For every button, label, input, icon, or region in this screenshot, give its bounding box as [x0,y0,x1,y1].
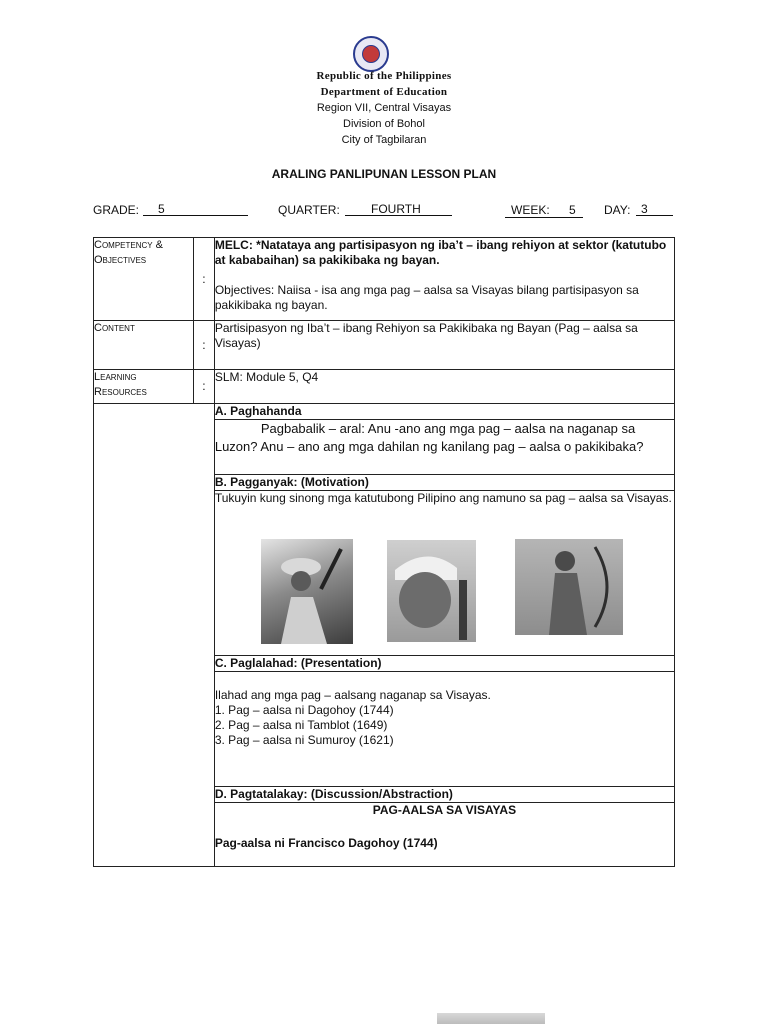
resources-label-cell [94,370,194,404]
city-line: City of Tagbilaran [341,134,427,146]
section-d-title: D. Pagtatalakay: (Discussion/Abstraction) [214,787,674,803]
section-a-title-row [94,404,675,420]
competency-label: Competency & [94,239,164,251]
day-value: 3 [636,202,673,216]
colon: : [193,238,214,321]
competency-label-cell [94,238,194,321]
section-b-text: Tukuyin kung sinong mga katutubong Pilipino ang namuno sa pag – aalsa sa Visayas. [214,491,672,505]
procedure-left-cell [94,404,215,867]
objectives-label: Objectives [94,254,147,266]
grade-label: GRADE: [93,203,140,217]
melc-text: MELC: *Natataya ang partisipasyon ng iba’t – ibang rehiyon at sektor (katutubo at kababaihan) sa pakikibaka ng bayan. [214,238,667,267]
section-d-subheading: Pag-aalsa ni Francisco Dagohoy (1744) [214,836,438,850]
deped-seal-logo [353,36,389,72]
tamblot-illustration [387,540,476,642]
resources-row [94,370,675,404]
content-label-cell [94,321,194,370]
week-label: WEEK: [511,203,550,217]
list-item: 2. Pag – aalsa ni Tamblot (1649) [214,718,388,732]
quarter-value: FOURTH [345,202,452,216]
resources-label-2: Resources [94,386,147,398]
section-a-text: Pagbabalik – aral: Anu -ano ang mga pag – aalsa na naganap sa Luzon? Anu – ano ang mga dahilan ng kanilang pag – aalsa o pakikibaka? [214,420,674,475]
section-c-title: C. Paglalahad: (Presentation) [214,656,674,672]
competency-row [94,238,675,321]
resources-label: Learning [94,371,137,383]
section-d-heading: PAG-AALSA SA VISAYAS [372,803,517,817]
section-b-title: B. Pagganyak: (Motivation) [214,475,674,491]
republic-line: Republic of the Philippines [316,70,452,82]
sumuroy-illustration [515,539,623,635]
week-value: 5 [569,203,576,217]
dagohoy-illustration [261,539,353,644]
day-label: DAY: [604,203,631,217]
lesson-plan-title: ARALING PANLIPUNAN LESSON PLAN [271,167,497,181]
seal-center [362,45,380,63]
resources-text: SLM: Module 5, Q4 [214,370,674,404]
content-label: Content [94,322,135,334]
content-text: Partisipasyon ng Iba’t – ibang Rehiyon sa Pakikibaka ng Bayan (Pag – aalsa sa Visayas) [214,321,674,370]
division-line: Division of Bohol [343,118,425,130]
section-d-cell [214,803,674,867]
section-a-title: A. Paghahanda [214,404,674,420]
region-line: Region VII, Central Visayas [316,102,452,114]
colon: : [193,370,214,404]
section-c-cell [214,672,674,787]
week-field [505,203,583,218]
page-fragment [437,1013,545,1024]
section-c-intro: Ilahad ang mga pag – aalsang naganap sa Visayas. [214,688,491,702]
colon: : [193,321,214,370]
content-row [94,321,675,370]
quarter-label: QUARTER: [278,203,340,217]
objectives-text: Objectives: Naiisa - isa ang mga pag – aalsa sa Visayas bilang partisipasyon sa pakikibaka ng bayan. [214,283,639,312]
competency-content-cell [214,238,674,321]
list-item: 3. Pag – aalsa ni Sumuroy (1621) [214,733,394,747]
grade-value: 5 [143,202,248,216]
department-line: Department of Education [320,86,448,98]
list-item: 1. Pag – aalsa ni Dagohoy (1744) [214,703,394,717]
